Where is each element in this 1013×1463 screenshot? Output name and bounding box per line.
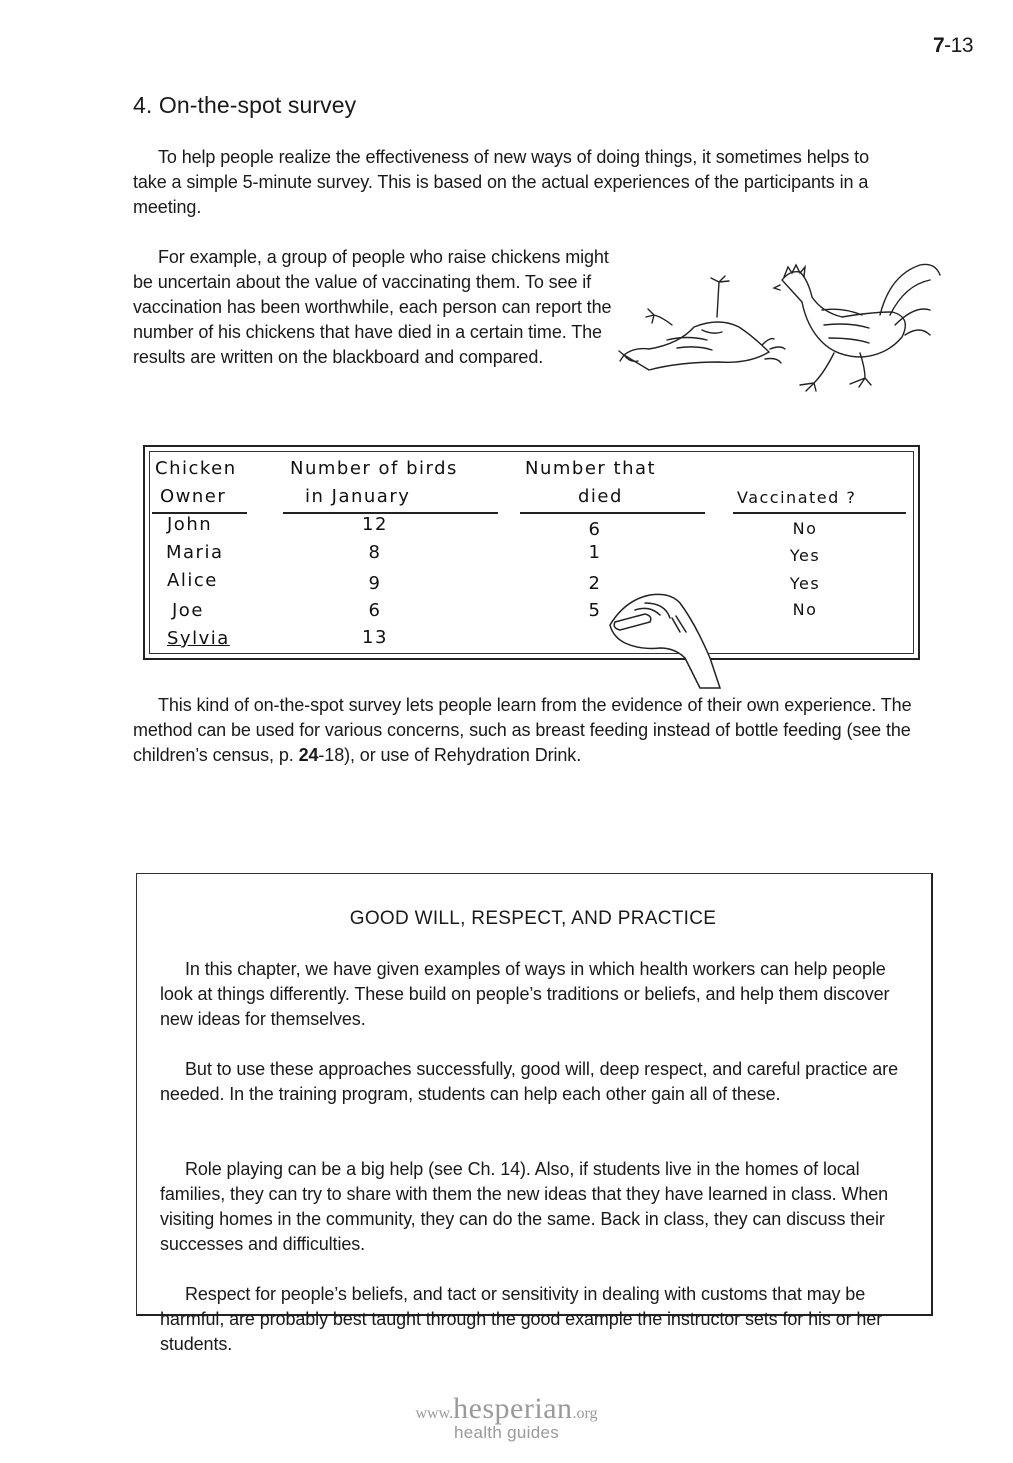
cell-died: 1 (588, 542, 602, 563)
cell-vaccinated: No (792, 600, 818, 619)
chickens-illustration (612, 245, 947, 395)
cell-owner: Sylvia (167, 628, 230, 649)
header-underline (733, 512, 906, 514)
cell-died: 5 (588, 600, 602, 621)
logo-org: .org (572, 1405, 598, 1422)
header-vaccinated: Vaccinated ? (737, 488, 857, 507)
page-number (933, 34, 973, 58)
callout-paragraph: But to use these approaches successfully, good will, deep respect, and careful practice are needed. In the training program, students can help each other gain all of these. (160, 1059, 898, 1104)
cell-vaccinated: No (792, 519, 818, 538)
logo-www: www. (415, 1405, 454, 1422)
example-paragraph: For example, a group of people who raise chickens might be uncertain about the value of vaccinating them. To see if vaccination has been worthwhile, each person can report the number of his chickens that have died in a certain time. The results are written on the blackboard and compared. (133, 247, 612, 367)
callout-title: GOOD WILL, RESPECT, AND PRACTICE (349, 908, 717, 929)
cell-birds: 6 (368, 600, 382, 621)
cell-vaccinated: Yes (789, 574, 821, 593)
header-underline (520, 512, 705, 514)
cell-birds: 8 (368, 542, 382, 563)
cell-owner: Maria (166, 542, 224, 563)
logo-tagline: health guides (453, 1423, 560, 1442)
intro-paragraph: To help people realize the effectiveness of new ways of doing things, it sometimes helps to take a simple 5-minute survey. This is based on the actual experiences of the participants in a meeting. (133, 147, 869, 217)
logo-brand: hesperian (453, 1392, 573, 1425)
closing-text: This kind of on-the-spot survey lets people learn from the evidence of their own experience. The method can be used for various concerns, such as breast feeding instead of bottle feeding (see the children’s census, p. (133, 695, 912, 765)
cell-birds: 12 (362, 514, 388, 535)
cell-birds: 13 (362, 627, 388, 648)
hand-with-chalk-icon (590, 590, 730, 690)
header-died-line2: died (578, 486, 623, 507)
callout-paragraph: Respect for people’s beliefs, and tact or sensitivity in dealing with customs that may be harmful, are probably best taught through the good example the instructor sets for his or her students. (160, 1284, 883, 1354)
cell-birds: 9 (368, 573, 382, 594)
callout-paragraph: Role playing can be a big help (see Ch. 14). Also, if students live in the homes of local families, they can try to share with them the new ideas that they have learned in class. When visiting homes in the community, they can do the same. Back in class, they can discuss their successes and difficulties. (160, 1159, 889, 1254)
header-birds-line2: in January (305, 486, 411, 507)
chapter-reference: 24 (298, 745, 319, 765)
page-number-value: -13 (944, 34, 973, 57)
header-died-line1: Number that (525, 458, 657, 479)
closing-text-end: -18), or use of Rehydration Drink. (318, 745, 582, 765)
cell-owner: John (167, 514, 213, 535)
cell-died: 6 (588, 519, 602, 540)
closing-paragraph (133, 693, 913, 768)
section-title: 4. On-the-spot survey (133, 92, 357, 118)
header-birds-line1: Number of birds (290, 458, 458, 479)
chapter-number: 7 (932, 34, 945, 57)
header-owner-line1: Chicken (155, 458, 237, 479)
callout-paragraph: In this chapter, we have given examples of ways in which health workers can help people look at things differently. These build on people’s traditions or beliefs, and help them discover new ideas for themselves. (160, 959, 890, 1029)
hesperian-logo[interactable] (0, 1392, 1013, 1426)
cell-vaccinated: Yes (789, 546, 821, 565)
header-owner-line2: Owner (160, 486, 227, 507)
cell-died: 2 (588, 573, 602, 594)
cell-owner: Alice (167, 570, 218, 591)
cell-owner: Joe (172, 600, 204, 621)
